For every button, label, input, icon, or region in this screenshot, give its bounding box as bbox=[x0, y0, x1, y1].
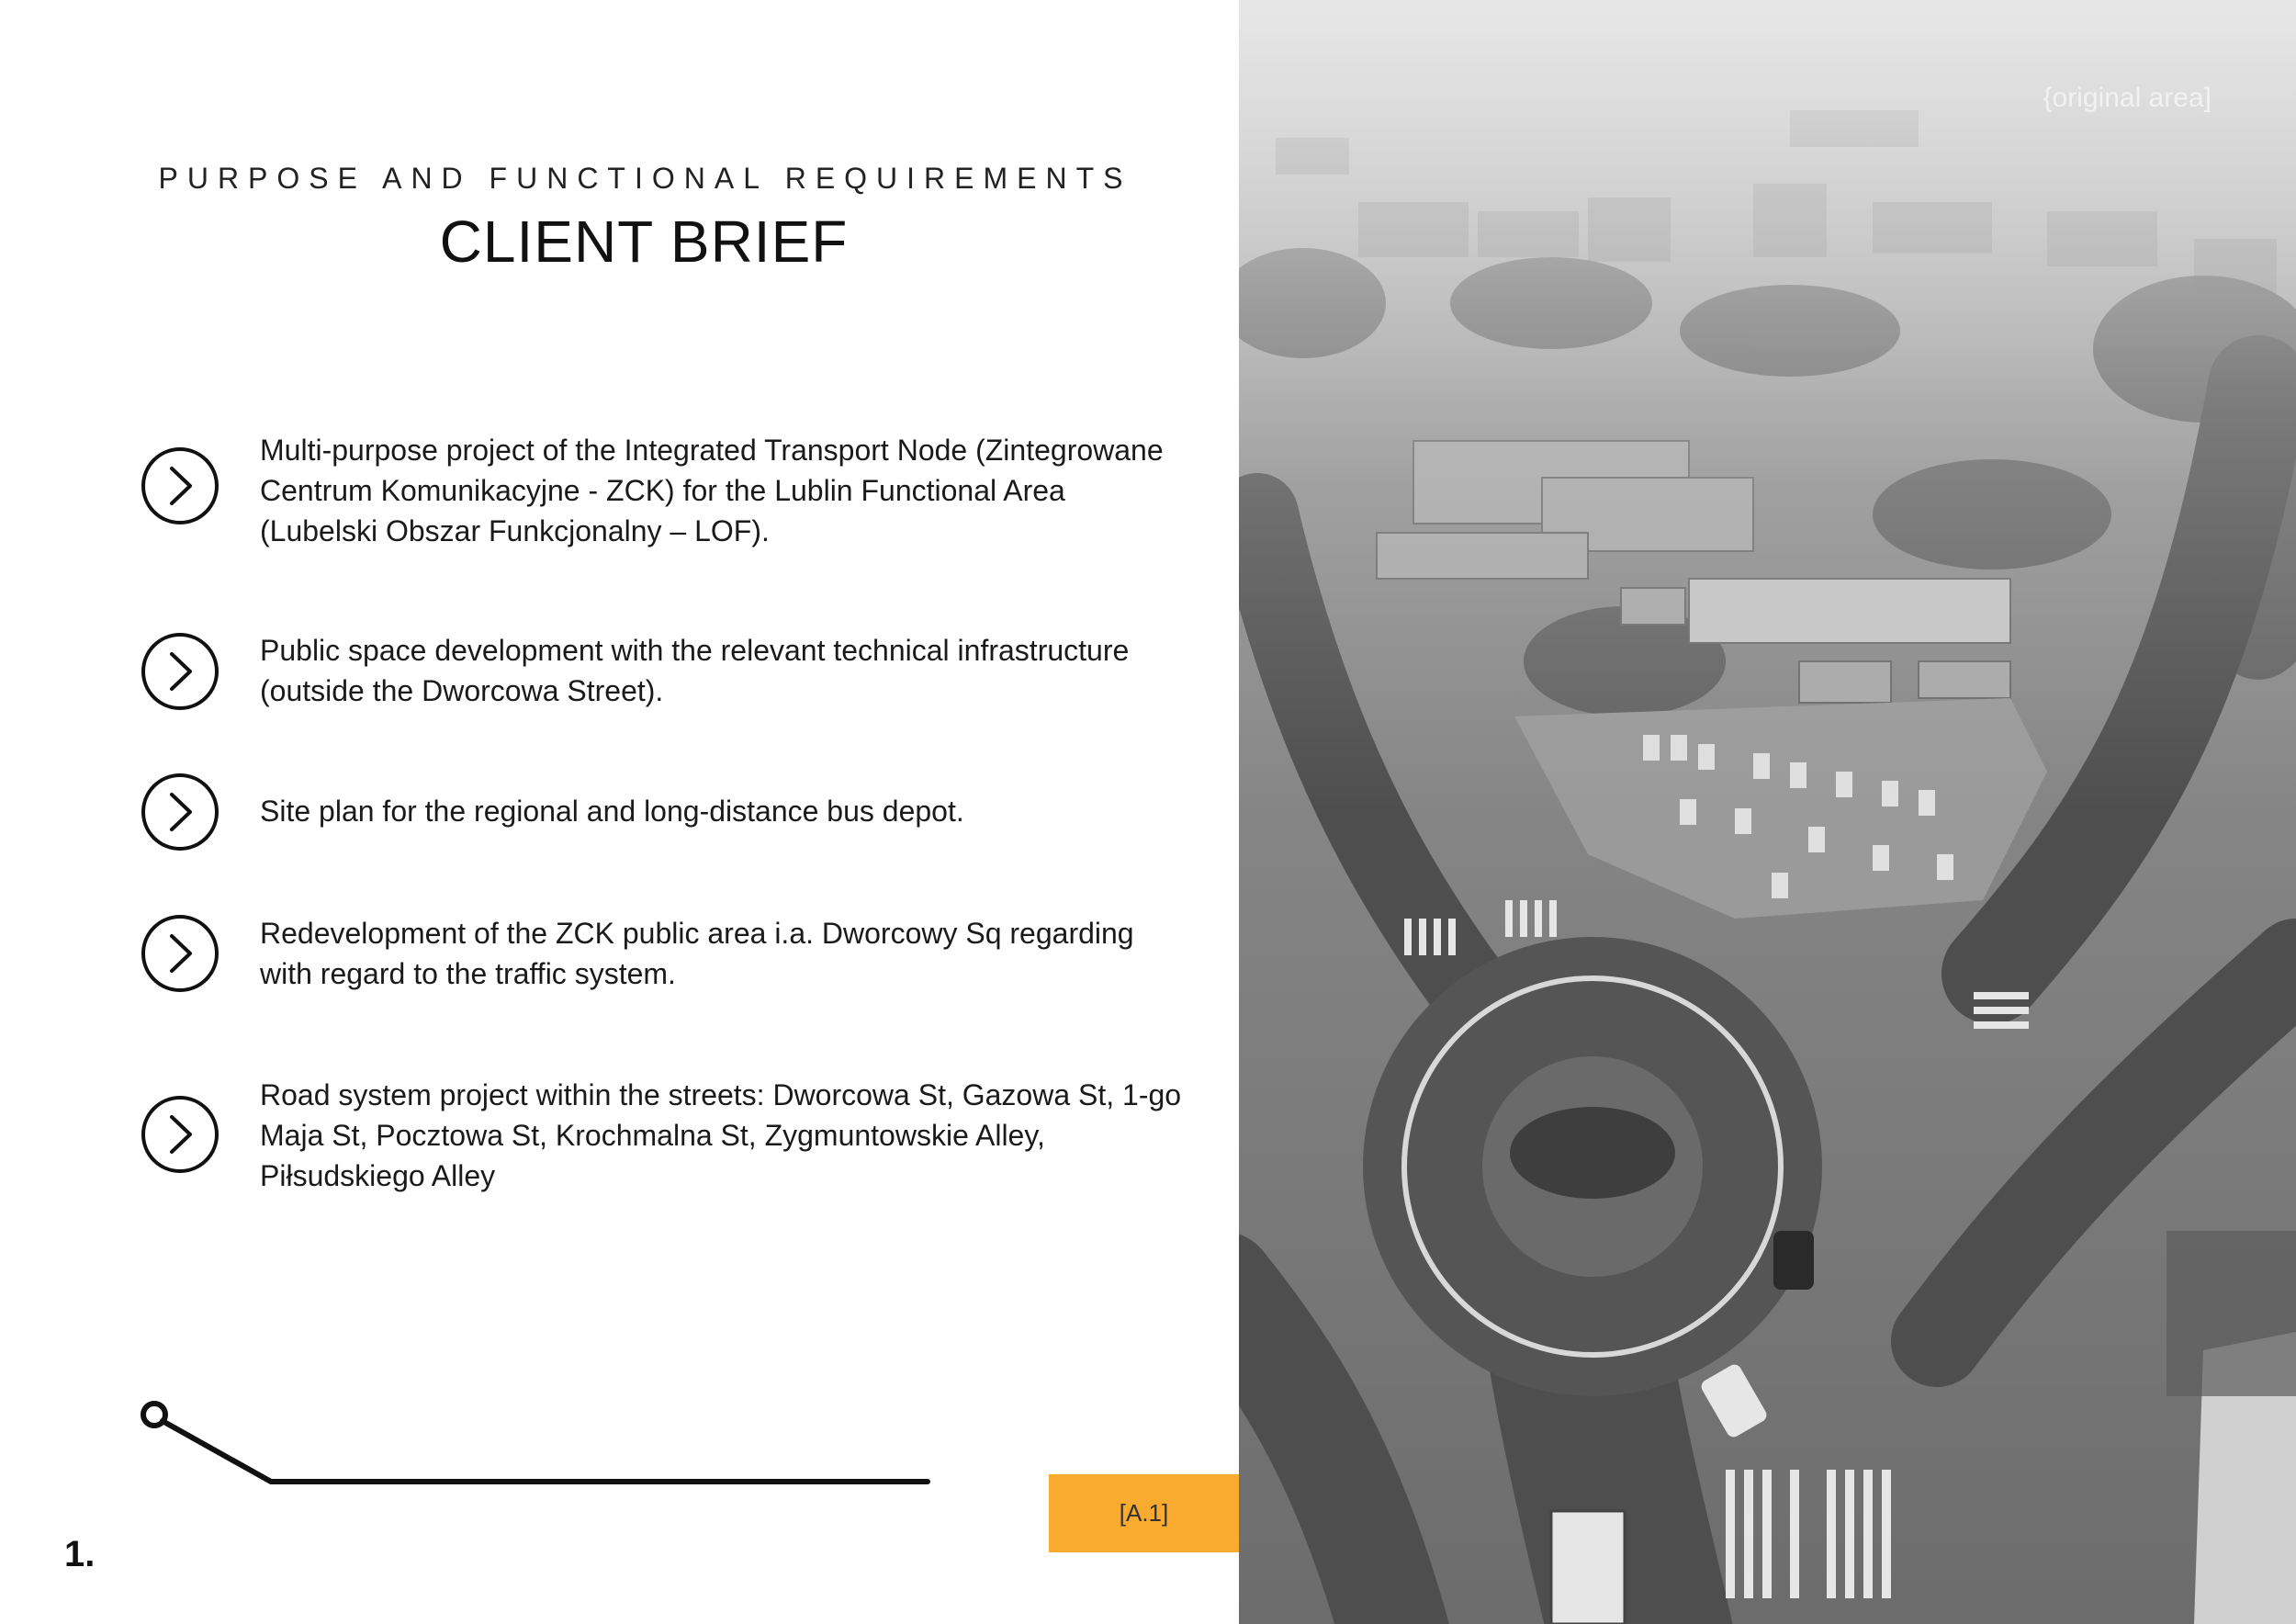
requirement-text: Multi-purpose project of the Integrated Transport Node (Zintegrowane Centrum Komunikacyjne - ZCK) for the Lublin Functional Area (Lubelski Obszar Funkcjonalny – LOF). bbox=[260, 434, 1164, 547]
aerial-photo-illustration bbox=[1239, 0, 2296, 1624]
photo-label: {original area] bbox=[2043, 83, 2212, 113]
requirement-text: Redevelopment of the ZCK public area i.a. Dworcowy Sq regarding with regard to the traffic system. bbox=[260, 917, 1134, 990]
chevron-right-circle-icon bbox=[141, 1095, 219, 1174]
requirement-text: Public space development with the relevant technical infrastructure (outside the Dworcowa Street). bbox=[260, 634, 1130, 707]
section-tag: [A.1] bbox=[1049, 1474, 1239, 1552]
requirement-text: Site plan for the regional and long-distance bus depot. bbox=[260, 795, 964, 828]
chevron-right-circle-icon bbox=[141, 914, 219, 993]
page-number: 1. bbox=[64, 1534, 96, 1574]
section-subtitle: PURPOSE AND FUNCTIONAL REQUIREMENTS bbox=[158, 162, 1132, 195]
connector-line-decoration bbox=[138, 1396, 937, 1488]
requirement-text: Road system project within the streets: Dworcowa St, Gazowa St, 1-go Maja St, Pocztowa St, Krochmalna St, Zygmuntowskie Alley, Piłsudskiego Alley bbox=[260, 1078, 1182, 1192]
chevron-right-circle-icon bbox=[141, 446, 219, 525]
chevron-right-circle-icon bbox=[141, 632, 219, 711]
page-title: CLIENT BRIEF bbox=[439, 209, 849, 275]
chevron-right-circle-icon bbox=[141, 773, 219, 851]
aerial-photo bbox=[1239, 0, 2296, 1624]
